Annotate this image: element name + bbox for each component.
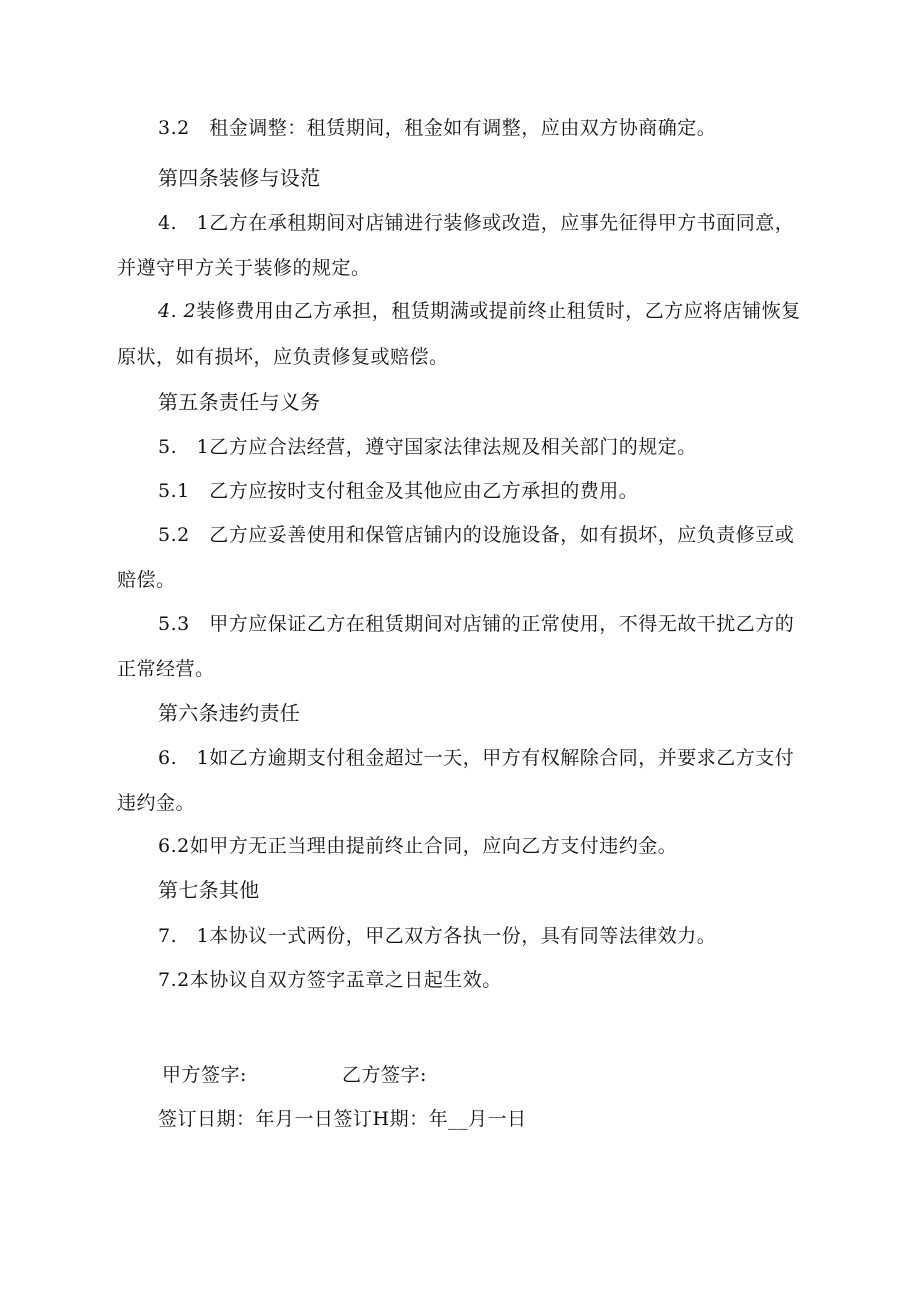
clause-7-1: 7. 1本协议一式两份，甲乙双方各执一份，具有同等法律效力。 [158,925,717,947]
clause-4-1-line-2: 并遵守甲方关于装修的规定。 [117,257,371,279]
clause-4-2-line-2: 原状，如有损坏，应负责修复或赔偿。 [117,346,449,368]
clause-5-3-line-2: 正常经营。 [117,658,215,680]
party-b-signature-label: 乙方签字: [342,1064,427,1086]
article-5-title: 第五条责任与义务 [158,390,321,414]
clause-4-2-text: 装修费用由乙方承担，租赁期满或提前终止租赁时，乙方应将店铺恢复 [196,300,801,322]
clause-3-2: 3.2 租金调整：租赁期间，租金如有调整，应由双方协商确定。 [158,117,717,139]
article-6-title: 第六条违约责任 [158,701,301,725]
clause-6-1-line-1: 6. 1如乙方逾期支付租金超过一天，甲方有权解除合同，并要求乙方支付 [158,747,795,769]
article-4-title: 第四条装修与设范 [158,166,321,190]
clause-5-3-line-1: 5.3 甲方应保证乙方在租赁期间对店铺的正常使用，不得无故干扰乙方的 [158,613,795,635]
party-a-signature-label: 甲方签字: [162,1064,247,1086]
clause-6-1-line-2: 违约金。 [117,792,196,814]
clause-4-1-line-1: 4. 1乙方在承租期间对店铺进行装修或改造，应事先征得甲方书面同意， [158,212,795,234]
clause-5-1a: 5. 1乙方应合法经营，遵守国家法律法规及相关部门的规定。 [158,436,697,458]
clause-7-2: 7.2本协议自双方签字盂章之日起生效。 [158,969,502,991]
clause-4-2-number: 4. 2 [158,300,197,322]
clause-4-2-line-1 [158,299,801,323]
clause-5-1b: 5.1 乙方应按时支付租金及其他应由乙方承担的费用。 [158,480,639,502]
clause-5-2-line-1: 5.2 乙方应妥善使用和保管店铺内的设施设备，如有损坏，应负责修豆或 [158,524,795,546]
clause-5-2-line-2: 赔偿。 [117,569,176,591]
clause-6-2: 6.2如甲方无正当理由提前终止合同，应向乙方支付违约金。 [158,835,678,857]
article-7-title: 第七条其他 [158,878,260,902]
signing-dates: 签订日期：年月一日签订H期：年__月一日 [158,1108,527,1130]
